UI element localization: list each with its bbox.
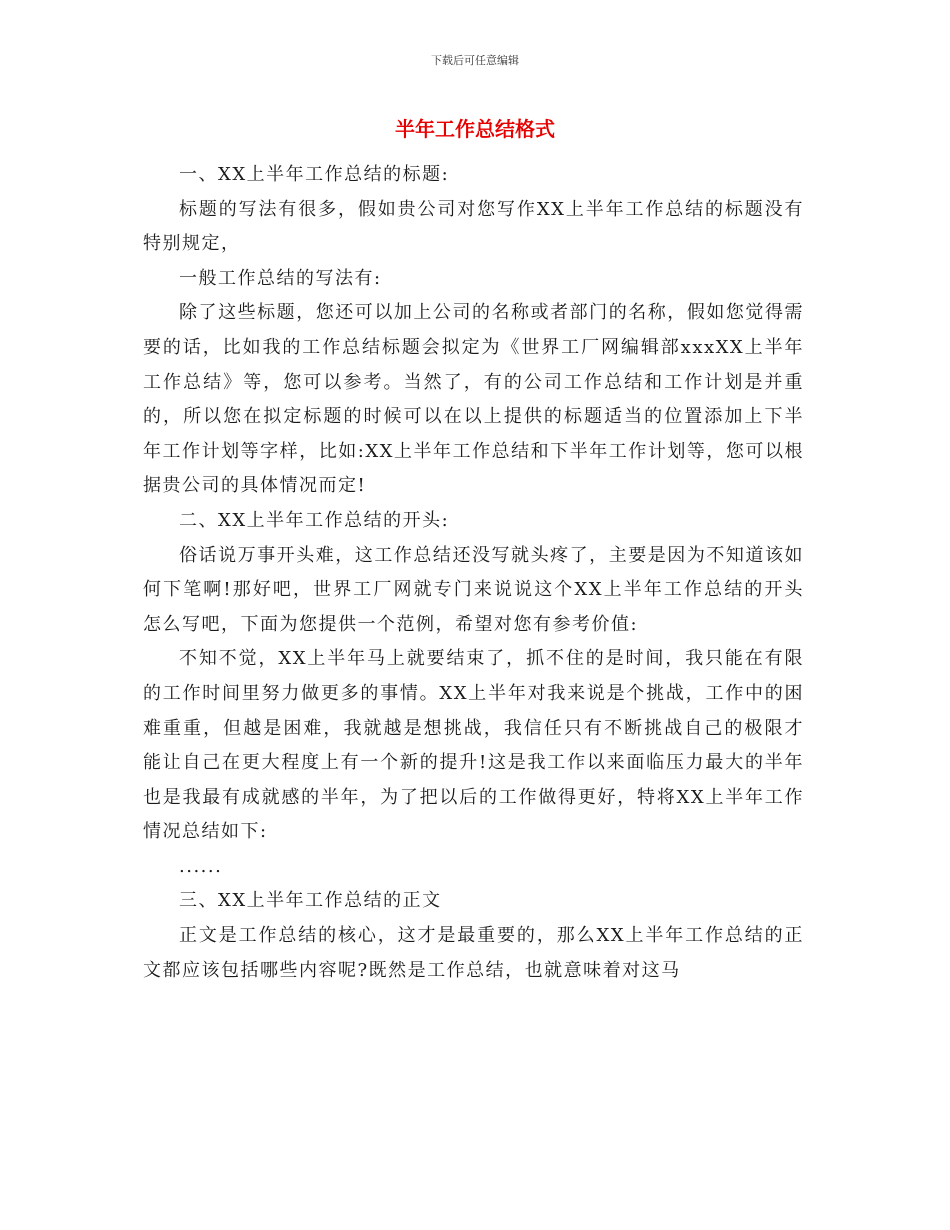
body-paragraph: 正文是工作总结的核心，这才是最重要的，那么XX上半年工作总结的正文都应该包括哪些内容呢?既然是工作总结，也就意味着对这马 (143, 925, 804, 981)
body-paragraph: 除了这些标题，您还可以加上公司的名称或者部门的名称，假如您觉得需要的话，比如我的工作总结标题会拟定为《世界工厂网编辑部xxxXX上半年工作总结》等，您可以参考。当然了，有的公司工作总结和工作计划是并重的，所以您在拟定标题的时候可以在以上提供的标题适当的位置添加上下半年工作计划等字样，比如:XX上半年工作总结和下半年工作计划等，您可以根据贵公司的具体情况而定! (143, 302, 804, 497)
document-body (143, 158, 804, 988)
heading-opening-section: 二、XX上半年工作总结的开头: (179, 509, 450, 531)
document-title: 半年工作总结格式 (395, 117, 555, 141)
body-paragraph: 俗话说万事开头难，这工作总结还没写就头疼了，主要是因为不知道该如何下笔啊!那好吧，世界工厂网就专门来说说这个XX上半年工作总结的开头怎么写吧，下面为您提供一个范例，希望对您有参考价值: (143, 544, 804, 635)
body-paragraph: 一般工作总结的写法有: (179, 267, 382, 289)
ellipsis-line: ...... (179, 855, 223, 877)
heading-main-body-section: 三、XX上半年工作总结的正文 (179, 890, 442, 912)
body-paragraph: 标题的写法有很多，假如贵公司对您写作XX上半年工作总结的标题没有特别规定， (143, 198, 804, 255)
heading-title-section: 一、XX上半年工作总结的标题: (179, 164, 450, 185)
page-header: 下载后可任意编辑 (431, 54, 519, 67)
body-paragraph: 不知不觉，XX上半年马上就要结束了，抓不住的是时间，我只能在有限的工作时间里努力做更多的事情。XX上半年对我来说是个挑战，工作中的困难重重，但越是困难，我就越是想挑战，我信任只有不断挑战自己的极限才能让自己在更大程度上有一个新的提升!这是我工作以来面临压力最大的半年也是我最有成就感的半年，为了把以后的工作做得更好，特将XX上半年工作情况总结如下: (143, 648, 804, 843)
